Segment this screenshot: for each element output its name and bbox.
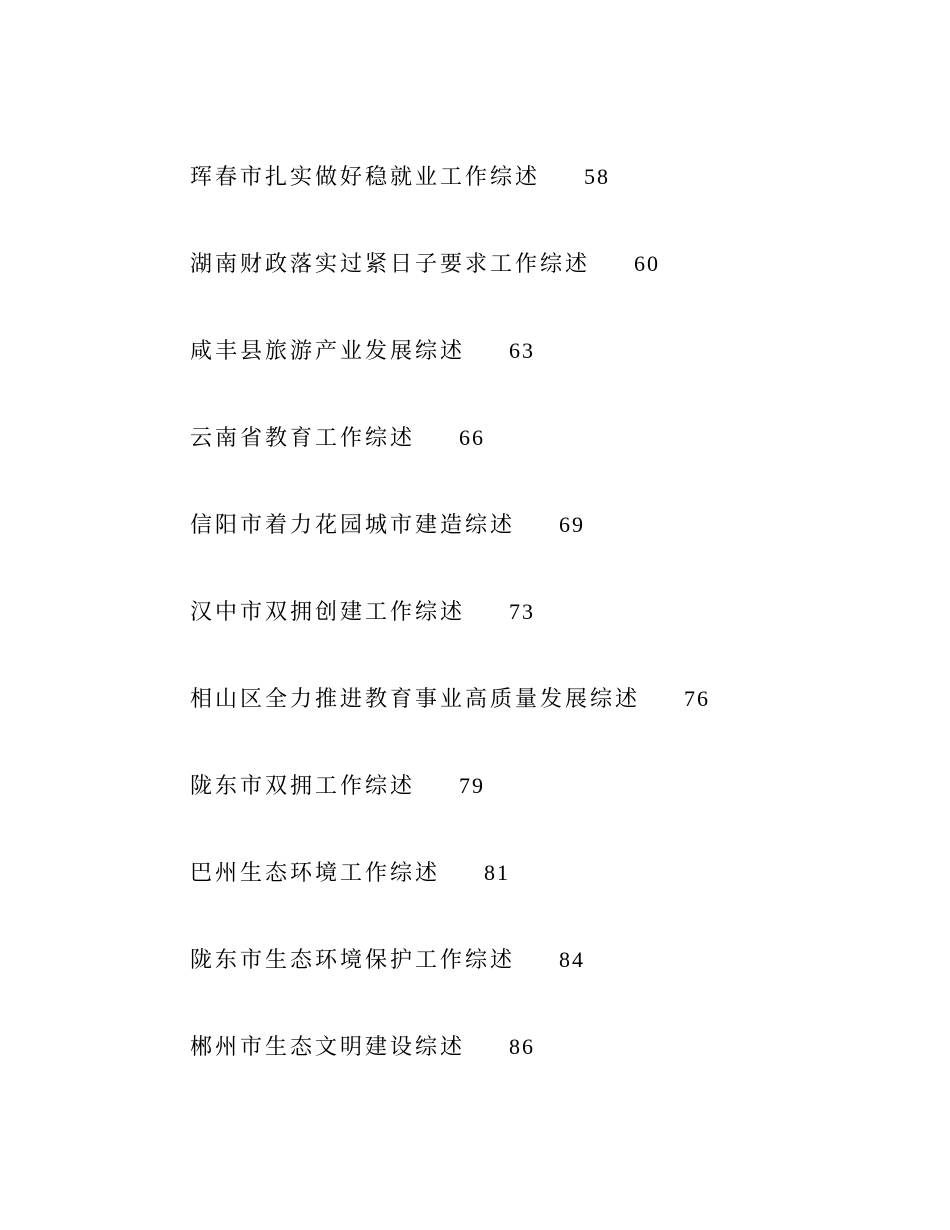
toc-entry-title: 陇东市双拥工作综述	[190, 774, 416, 799]
toc-entry-title: 湖南财政落实过紧日子要求工作综述	[190, 252, 591, 277]
toc-entry-title: 郴州市生态文明建设综述	[190, 1035, 466, 1060]
toc-entry-page-number: 66	[459, 425, 486, 450]
toc-entry	[190, 856, 710, 943]
toc-entry-title: 相山区全力推进教育事业高质量发展综述	[190, 687, 641, 712]
toc-entry-page-number: 81	[484, 860, 511, 885]
toc-entry-page-number: 79	[459, 773, 486, 798]
table-of-contents	[190, 160, 710, 1117]
toc-entry	[190, 334, 710, 421]
toc-entry	[190, 247, 710, 334]
toc-entry	[190, 508, 710, 595]
toc-entry	[190, 943, 710, 1030]
toc-entry-title: 云南省教育工作综述	[190, 426, 416, 451]
toc-entry	[190, 1030, 710, 1117]
toc-entry-page-number: 86	[509, 1034, 536, 1059]
toc-entry	[190, 682, 710, 769]
toc-entry-page-number: 58	[584, 164, 611, 189]
toc-entry-title: 陇东市生态环境保护工作综述	[190, 948, 516, 973]
toc-entry-page-number: 60	[634, 251, 661, 276]
toc-entry-page-number: 73	[509, 599, 536, 624]
toc-entry	[190, 769, 710, 856]
toc-entry	[190, 595, 710, 682]
toc-entry	[190, 421, 710, 508]
toc-entry-page-number: 84	[559, 947, 586, 972]
toc-entry-page-number: 69	[559, 512, 586, 537]
toc-entry-page-number: 63	[509, 338, 536, 363]
toc-entry-title: 巴州生态环境工作综述	[190, 861, 441, 886]
toc-entry-title: 咸丰县旅游产业发展综述	[190, 339, 466, 364]
toc-entry-title: 汉中市双拥创建工作综述	[190, 600, 466, 625]
toc-entry-title: 珲春市扎实做好稳就业工作综述	[190, 165, 541, 190]
toc-entry	[190, 160, 710, 247]
toc-entry-title: 信阳市着力花园城市建造综述	[190, 513, 516, 538]
toc-entry-page-number: 76	[684, 686, 711, 711]
